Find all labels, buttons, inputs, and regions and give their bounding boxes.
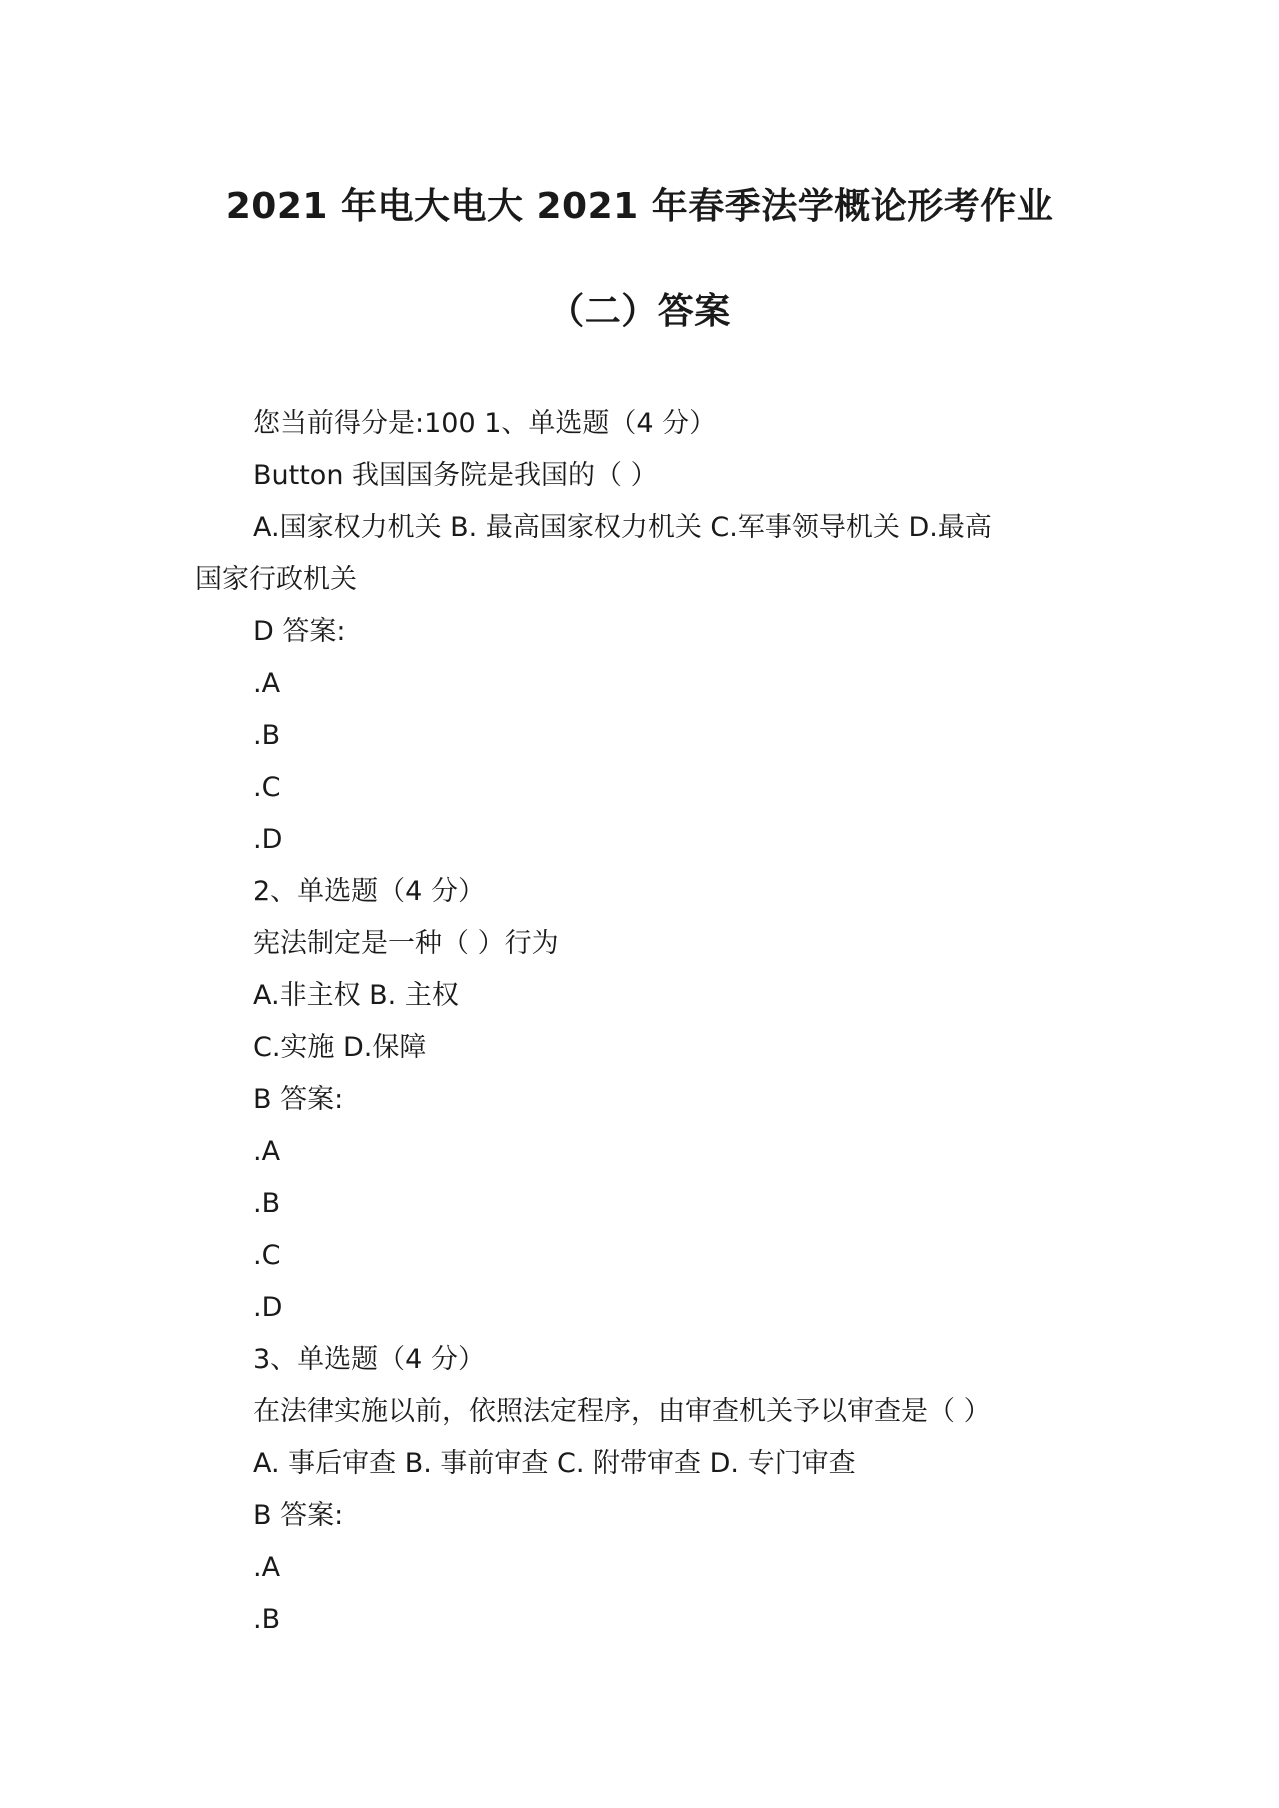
q3-stem: 在法律实施以前，依照法定程序，由审查机关予以审查是（ ） [253,1396,991,1427]
q2-choice-b: .B [253,1188,281,1219]
q1-choice-b: .B [253,720,281,751]
q3-choice-b: .B [253,1604,281,1635]
q2-choice-a: .A [253,1136,281,1167]
document-title-line-1: 2021 年电大电大 2021 年春季法学概论形考作业 [225,186,1054,227]
score-and-q1-heading: 您当前得分是:100 1、单选题（4 分） [253,408,717,439]
q1-options: A.国家权力机关 B. 最高国家权力机关 C.军事领导机关 D.最高 [253,512,992,543]
q2-heading: 2、单选题（4 分） [253,876,485,907]
q2-choice-d: .D [253,1292,283,1323]
q2-stem: 宪法制定是一种（ ）行为 [253,928,559,959]
q1-choice-d: .D [253,824,283,855]
q1-answer: D 答案: [253,616,346,647]
q3-options: A. 事后审查 B. 事前审查 C. 附带审查 D. 专门审查 [253,1448,856,1479]
q1-choice-c: .C [253,772,281,803]
q3-heading: 3、单选题（4 分） [253,1344,485,1375]
q1-stem: Button 我国国务院是我国的（ ） [253,460,658,491]
q3-choice-a: .A [253,1552,281,1583]
q2-answer: B 答案: [253,1084,344,1115]
q1-options-continued: 国家行政机关 [195,564,357,595]
q3-answer: B 答案: [253,1500,344,1531]
q1-choice-a: .A [253,668,281,699]
q2-options-line-1: A.非主权 B. 主权 [253,980,459,1011]
q2-options-line-2: C.实施 D.保障 [253,1032,427,1063]
document-body [195,398,1090,1646]
document-title-line-2: （二）答案 [548,291,731,332]
q2-choice-c: .C [253,1240,281,1271]
